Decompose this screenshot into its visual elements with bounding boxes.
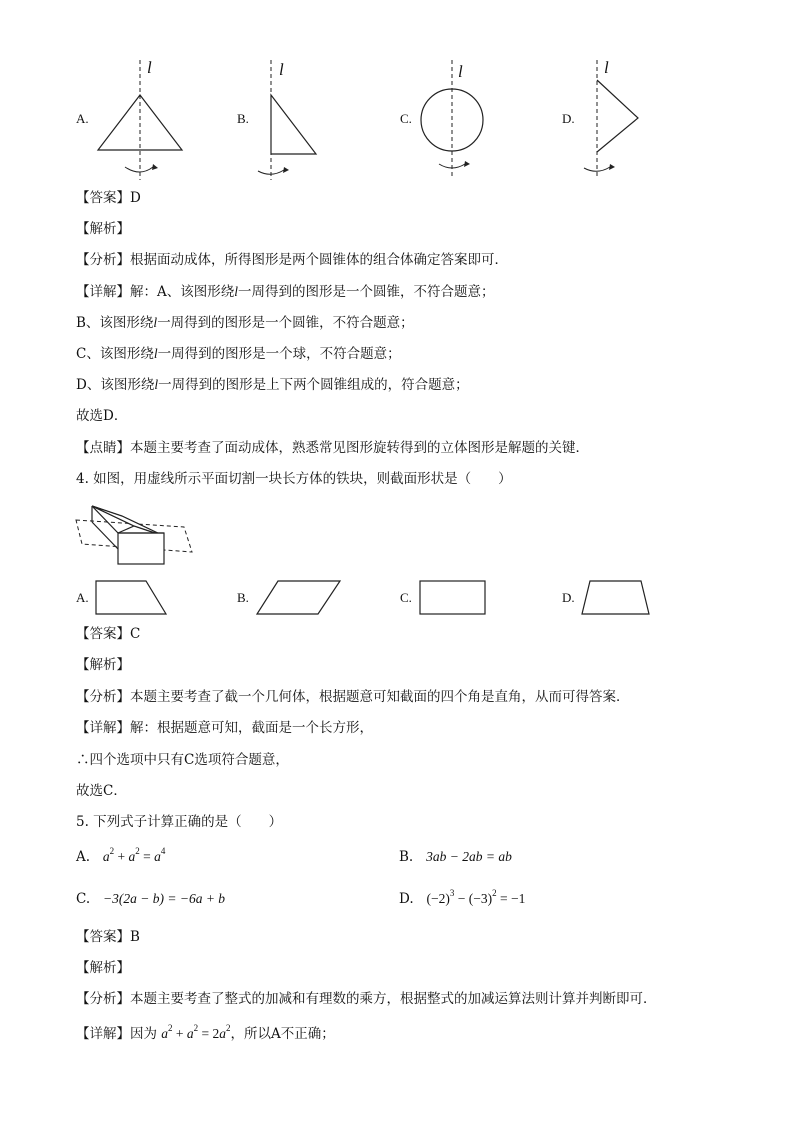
q3-detail-b-var: l <box>153 315 158 330</box>
q5-question: 5. 下列式子计算正确的是（ ） <box>76 814 283 830</box>
q3-detail-d <box>76 376 469 394</box>
q4-detail: 【详解】解：根据题意可知，截面是一个长方形， <box>76 720 373 736</box>
q5-option-b <box>399 849 512 865</box>
q3-detail-b <box>76 314 414 332</box>
q5-detail-expr: $a^2 + a^2 = 2a^2$ <box>161 1023 231 1041</box>
q3-option-d-label: D. <box>562 111 575 126</box>
q4-option-d-shape <box>581 580 653 616</box>
q4-answer: 【答案】C <box>76 626 141 642</box>
q5-option-d <box>399 888 526 907</box>
q4-option-c-label: C. <box>400 590 412 605</box>
q4-therefore: ∴四个选项中只有C选项符合题意， <box>76 752 289 768</box>
q4-question: 4. 如图，用虚线所示平面切割一块长方体的铁块，则截面形状是（ ） <box>76 471 512 487</box>
q5-detail-post: ，所以A不正确； <box>230 1026 335 1042</box>
q4-option-c-shape <box>419 580 489 616</box>
q3-detail-a-pre: 【详解】解：A、该图形绕 <box>76 284 235 300</box>
q3-detail-c-var: l <box>153 346 158 361</box>
q3-axis-label-a: l <box>147 58 152 77</box>
q3-detail-c-post: 一周得到的图形是一个球，不符合题意； <box>157 346 401 362</box>
q3-detail-d-pre: D、该图形绕 <box>76 377 155 393</box>
q3-figure-b <box>250 60 340 185</box>
q3-comment: 【点睛】本题主要考查了面动成体，熟悉常见图形旋转得到的立体图形是解题的关键． <box>76 440 589 456</box>
q3-answer: 【答案】D <box>76 190 141 206</box>
q3-detail-c-pre: C、该图形绕 <box>76 346 154 362</box>
q3-figure-c <box>410 60 500 185</box>
q4-analysis-heading: 【解析】 <box>76 657 130 673</box>
q3-detail-d-var: l <box>154 377 159 392</box>
q5-answer: 【答案】B <box>76 929 140 945</box>
q3-detail-a-post: 一周得到的图形是一个圆锥，不符合题意； <box>238 284 495 300</box>
q5-detail <box>76 1025 335 1043</box>
q5-option-a <box>76 846 166 865</box>
q3-conclusion: 故选D． <box>76 408 128 424</box>
q4-figure-cuboid <box>74 500 199 560</box>
q3-analysis: 【分析】根据面动成体，所得图形是两个圆锥体的组合体确定答案即可． <box>76 252 508 268</box>
q5-option-a-label: A. <box>76 849 91 865</box>
q4-option-a-label: A. <box>76 590 89 605</box>
q5-analysis-heading: 【解析】 <box>76 960 130 976</box>
q5-analysis: 【分析】本题主要考查了整式的加减和有理数的乘方，根据整式的加减运算法则计算并判断即可． <box>76 991 657 1007</box>
q3-figure-a <box>90 60 190 185</box>
q5-option-a-expr: $a^2 + a^2 = a^4$ <box>102 846 166 864</box>
q4-analysis: 【分析】本题主要考查了截一个几何体，根据题意可知截面的四个角是直角，从而可得答案． <box>76 689 630 705</box>
q3-detail-a-var: l <box>234 284 239 299</box>
q3-axis-label-c: l <box>458 62 463 81</box>
q5-option-c <box>76 891 225 907</box>
q4-option-b-shape <box>256 580 341 616</box>
q3-detail-a <box>76 283 495 301</box>
q5-option-d-label: D. <box>399 891 414 907</box>
q5-option-c-expr: −3(2a − b) = −6a + b <box>103 891 226 906</box>
q5-option-b-expr: 3ab − 2ab = ab <box>426 849 512 864</box>
q4-option-b-label: B. <box>237 590 249 605</box>
q3-option-c-label: C. <box>400 111 412 126</box>
q3-option-a-label: A. <box>76 111 89 126</box>
q3-detail-c <box>76 345 401 363</box>
q3-detail-d-post: 一周得到的图形是上下两个圆锥组成的，符合题意； <box>158 377 469 393</box>
q3-figure-d <box>580 60 660 185</box>
q5-detail-pre: 【详解】因为 <box>76 1026 157 1042</box>
q3-detail-b-pre: B、该图形绕 <box>76 315 154 331</box>
q5-option-b-label: B. <box>399 849 414 865</box>
q4-conclusion: 故选C． <box>76 783 127 799</box>
q4-option-a-shape <box>95 580 170 616</box>
q3-analysis-heading: 【解析】 <box>76 221 130 237</box>
q4-option-d-label: D. <box>562 590 575 605</box>
q5-option-c-label: C. <box>76 891 91 907</box>
q5-option-d-expr: $(-2)^3 - (-3)^2 = -1$ <box>426 888 526 906</box>
q3-axis-label-d: l <box>604 58 609 77</box>
q3-option-b-label: B. <box>237 111 249 126</box>
q3-detail-b-post: 一周得到的图形是一个圆锥，不符合题意； <box>157 315 414 331</box>
q3-axis-label-b: l <box>279 60 284 79</box>
